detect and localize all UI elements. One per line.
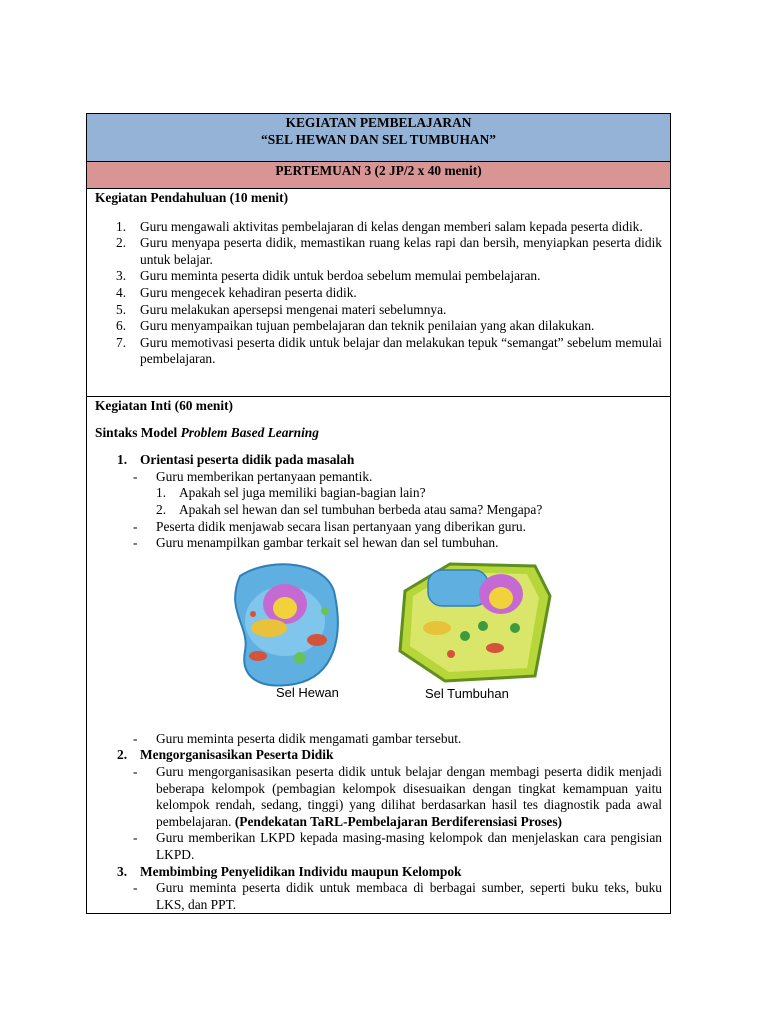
cell-diagram (95, 556, 664, 706)
list-item (95, 335, 662, 368)
animal-cell-image (235, 564, 338, 685)
step-text: Mengorganisasikan Peserta Didik (140, 747, 334, 763)
dash-marker: - (133, 880, 138, 896)
dash-marker: - (133, 535, 138, 551)
list-item (95, 285, 662, 302)
item-text: Guru mengecek kehadiran peserta didik. (140, 284, 357, 300)
core-section (87, 397, 671, 914)
list-item (95, 302, 662, 319)
step-2-bullet (95, 764, 662, 830)
bullet-text: Guru menampilkan gambar terkait sel hewan dan sel tumbuhan. (156, 535, 499, 551)
item-number: 6. (116, 318, 127, 334)
item-number: 2. (116, 235, 127, 251)
dash-marker: - (133, 468, 138, 484)
plant-cell-caption: Sel Tumbuhan (425, 685, 509, 701)
title-cell (87, 114, 671, 162)
item-text: Guru menyapa peserta didik, memastikan ruang kelas rapi dan bersih, menyiapkan peserta didik untuk belajar. (140, 235, 662, 267)
document-subtitle: “SEL HEWAN DAN SEL TUMBUHAN” (261, 131, 496, 147)
step-3-bullet (95, 880, 662, 913)
step-1-bullet (95, 535, 662, 552)
list-item (95, 235, 662, 268)
plant-cell-image (400, 564, 550, 681)
sintaks-model: Problem Based Learning (180, 424, 319, 440)
question-number: 1. (156, 485, 167, 501)
intro-section (87, 189, 671, 397)
lesson-plan-table (86, 113, 671, 914)
item-number: 5. (116, 301, 127, 317)
meeting-cell (87, 162, 671, 189)
step-text: Orientasi peserta didik pada masalah (140, 452, 355, 468)
list-item (95, 219, 662, 236)
question-text: Apakah sel hewan dan sel tumbuhan berbeda atau sama? Mengapa? (179, 501, 543, 517)
question-item (95, 502, 662, 519)
step-text: Membimbing Penyelidikan Individu maupun Kelompok (140, 863, 462, 879)
item-number: 1. (116, 218, 127, 234)
step-2-title (95, 747, 662, 764)
step-3-title (95, 864, 662, 881)
approach-note: (Pendekatan TaRL-Pembelajaran Berdiferensiasi Proses) (234, 813, 563, 829)
item-text: Guru melakukan apersepsi mengenai materi sebelumnya. (140, 301, 447, 317)
bullet-text: Guru mengorganisasikan peserta didik untuk belajar dengan membagi peserta didik menjadi beberapa kelompok (pembagian kelompok disesuaikan dengan tingkat kemampuan yaitu kelompok rendah, sedang, tinggi) yang dilihat berdasarkan hasil tes diagnostik pada awal pembelajaran. (156, 763, 662, 829)
sintaks-prefix: Sintaks Model (95, 424, 181, 440)
item-text: Guru mengawali aktivitas pembelajaran di kelas dengan memberi salam kepada peserta didik. (140, 218, 643, 234)
bullet-text: Guru memberikan pertanyaan pemantik. (156, 468, 373, 484)
step-1-bullet (95, 519, 662, 536)
question-item (95, 485, 662, 502)
question-number: 2. (156, 501, 167, 517)
bullet-text: Peserta didik menjawab secara lisan pertanyaan yang diberikan guru. (156, 518, 526, 534)
bullet-text: Guru meminta peserta didik mengamati gambar tersebut. (156, 730, 462, 746)
meeting-label: PERTEMUAN 3 (2 JP/2 x 40 menit) (275, 163, 482, 178)
item-number: 7. (116, 334, 127, 350)
bullet-text: Guru meminta peserta didik untuk membaca di berbagai sumber, seperti buku teks, buku LKS, dan PPT. (156, 880, 662, 912)
animal-cell-caption: Sel Hewan (276, 684, 339, 700)
step-number: 2. (117, 747, 128, 763)
list-item (95, 318, 662, 335)
dash-marker: - (133, 763, 138, 779)
step-number: 3. (117, 863, 128, 879)
item-text: Guru memotivasi peserta didik untuk belajar dan melakukan tepuk “semangat” sebelum memulai pembelajaran. (140, 334, 662, 367)
item-number: 3. (116, 268, 127, 284)
step-1-title (95, 452, 662, 469)
item-text: Guru meminta peserta didik untuk berdoa sebelum memulai pembelajaran. (140, 268, 541, 284)
step-1-bullet (95, 469, 662, 486)
dash-marker: - (133, 830, 138, 846)
dash-marker: - (133, 730, 138, 746)
step-2-bullet (95, 830, 662, 863)
intro-list (95, 219, 662, 368)
dash-marker: - (133, 518, 138, 534)
step-number: 1. (117, 452, 128, 468)
core-title: Kegiatan Inti (60 menit) (95, 398, 233, 413)
intro-title: Kegiatan Pendahuluan (10 menit) (95, 190, 289, 205)
cell-illustration (95, 556, 662, 731)
sintaks-heading (95, 425, 662, 442)
document-title: KEGIATAN PEMBELAJARAN (285, 115, 472, 130)
bullet-text: Guru memberikan LKPD kepada masing-masing kelompok dan menjelaskan cara pengisian LKPD. (156, 830, 662, 862)
item-text: Guru menyampaikan tujuan pembelajaran dan teknik penilaian yang akan dilakukan. (140, 318, 595, 334)
item-number: 4. (116, 284, 127, 300)
list-item (95, 268, 662, 285)
question-text: Apakah sel juga memiliki bagian-bagian lain? (179, 485, 426, 501)
step-1-bullet (95, 731, 662, 748)
